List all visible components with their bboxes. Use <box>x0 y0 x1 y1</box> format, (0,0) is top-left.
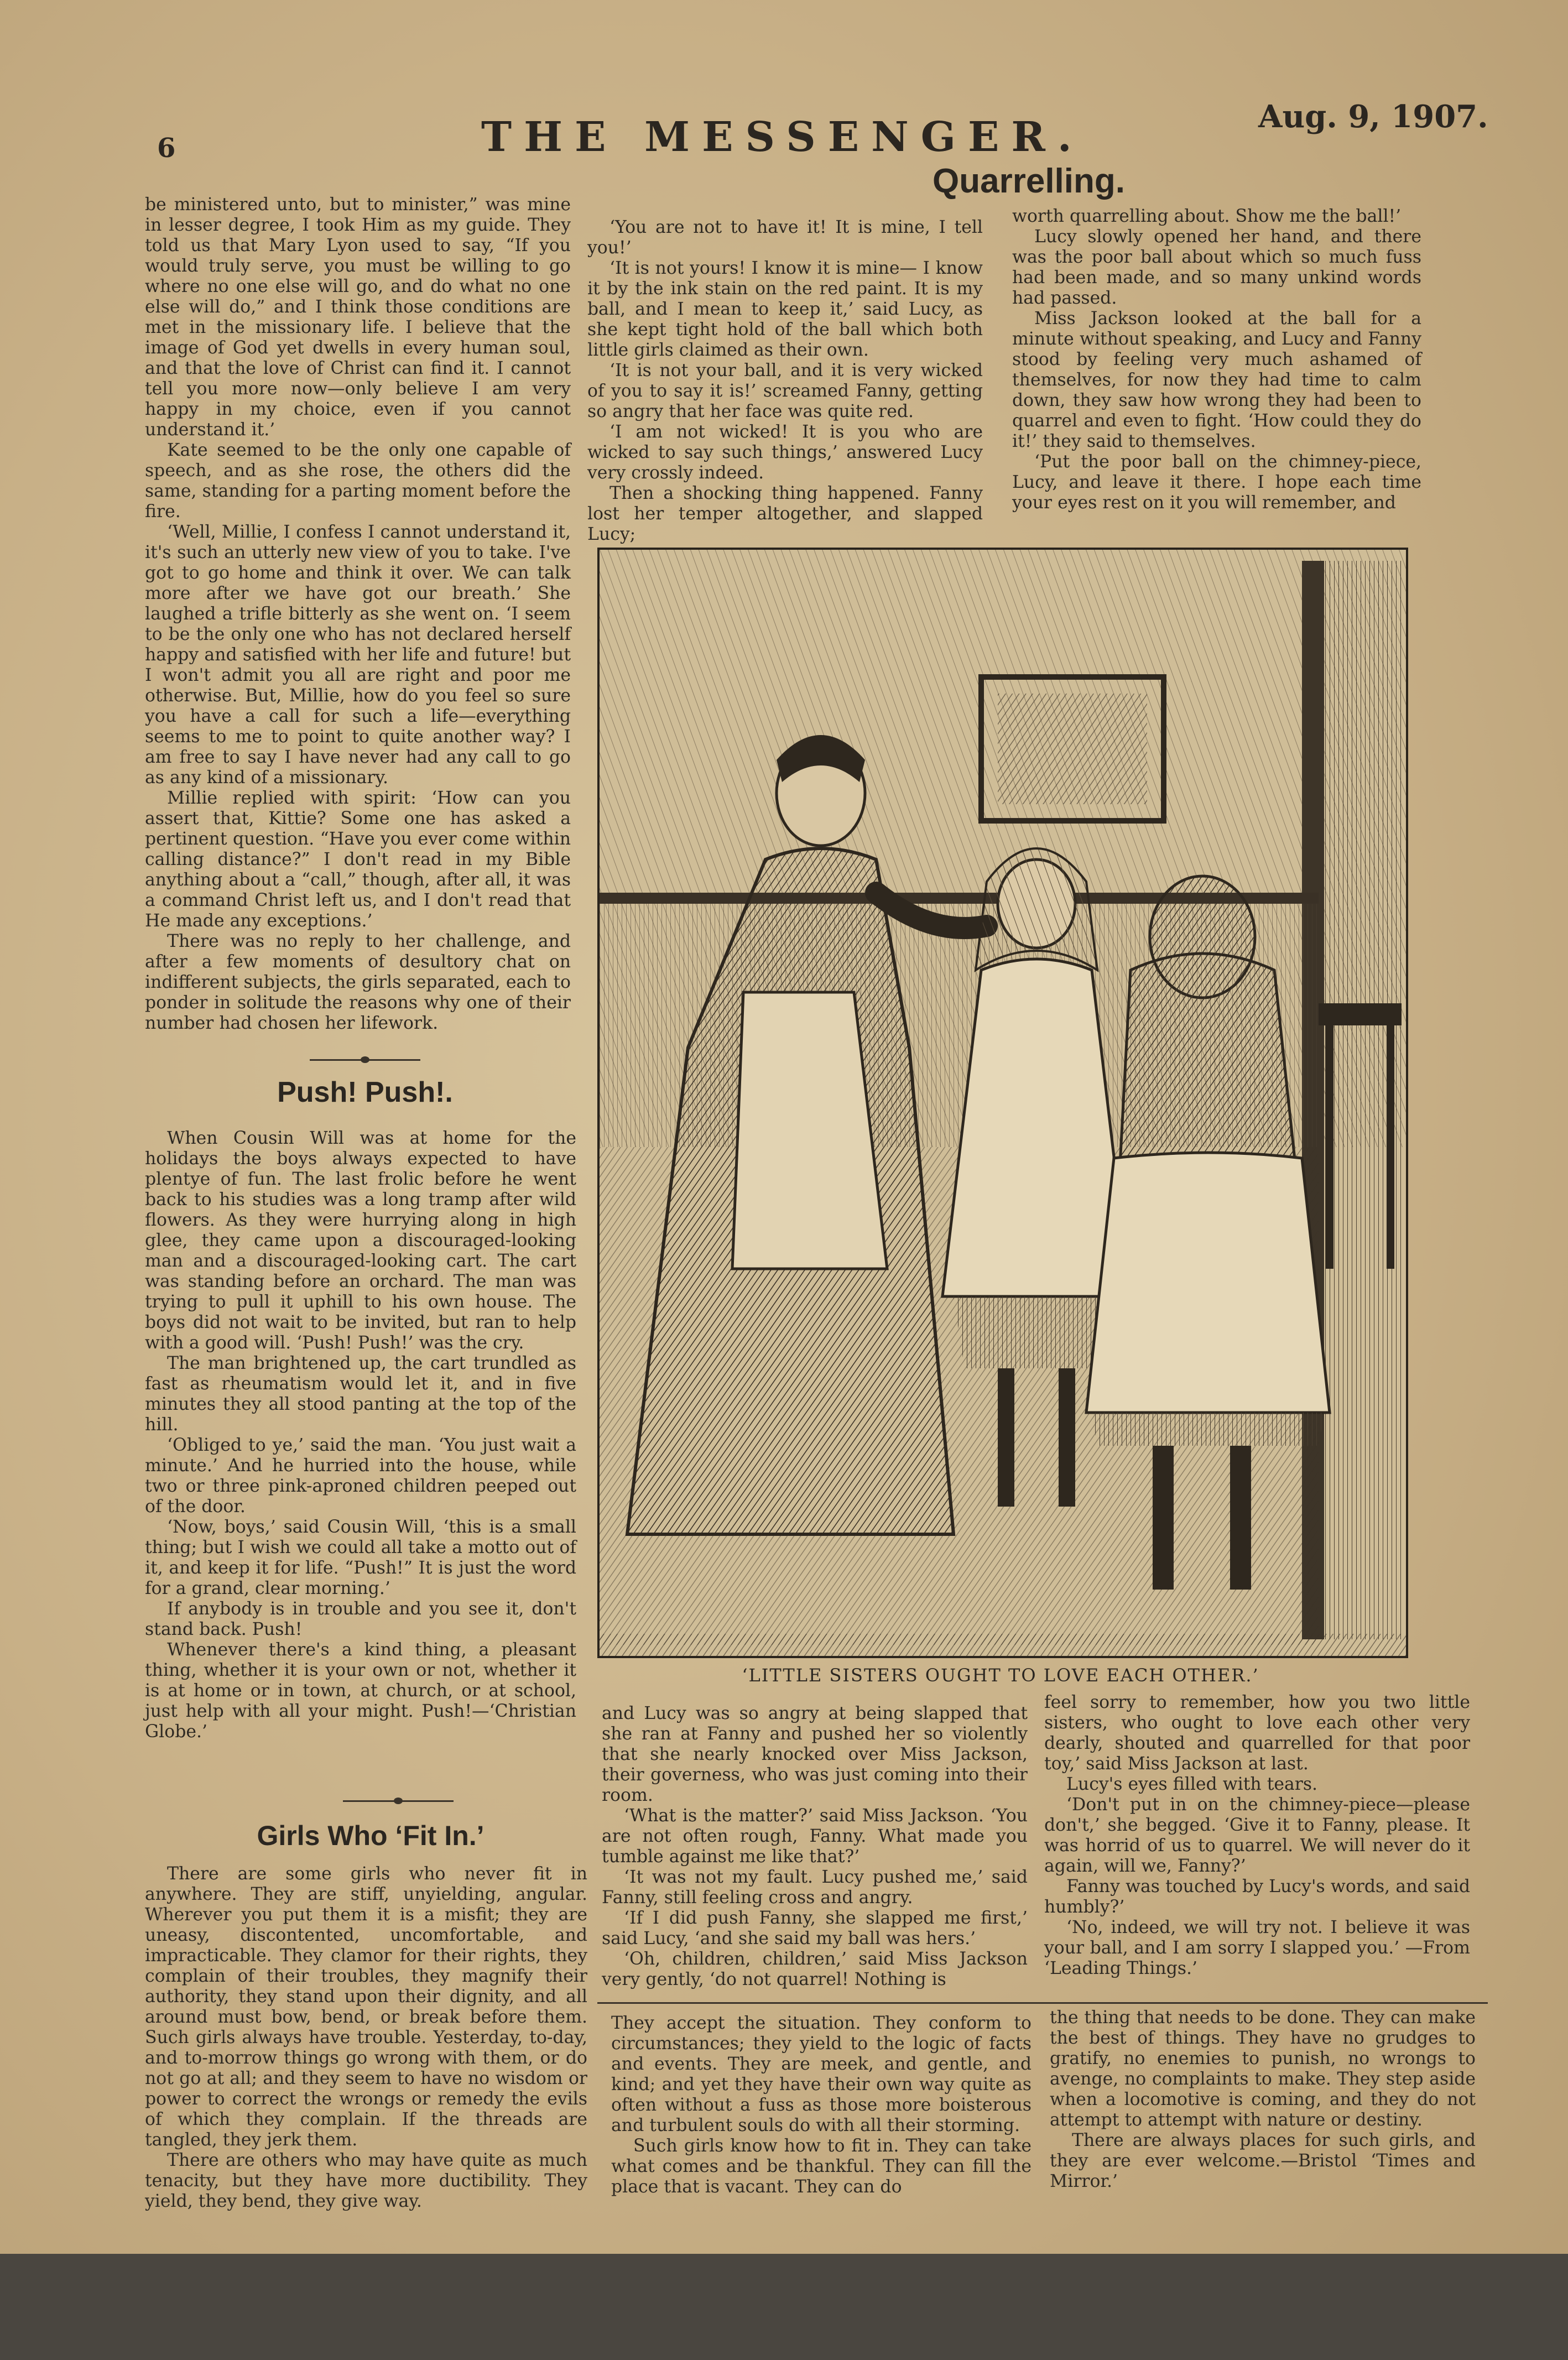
quarrelling-col3-bottom <box>1044 1692 1470 1979</box>
paragraph: There are always places for such girls, and they are ever welcome.—Bristol ‘Times and Mirror.’ <box>1050 2130 1476 2191</box>
paragraph: ‘You are not to have it! It is mine, I tell you!’ <box>587 217 983 258</box>
engraving-artwork <box>600 550 1406 1656</box>
paragraph: When Cousin Will was at home for the holidays the boys always expected to have plentye of fun. The last frolic before he went back to his studies was a long tramp after wild flowers. As they were hurrying along in high glee, they came upon a discouraged-looking man and a discouraged-looking cart. The cart was standing before an orchard. The man was trying to pull it uphill to his own house. The boys did not wait to be invited, but ran to help with a good will. ‘Push! Push!’ was the cry. <box>145 1128 576 1353</box>
paragraph: ‘Now, boys,’ said Cousin Will, ‘this is a small thing; but I wish we could all take a motto out of it, and keep it for life. “Push!” It is just the word for a grand, clear morning.’ <box>145 1517 576 1598</box>
quarrelling-col3-top <box>1012 206 1421 513</box>
quarrelling-col2-top <box>587 217 983 545</box>
issue-date: Aug. 9, 1907. <box>1258 98 1488 135</box>
paragraph: ‘Put the poor ball on the chimney-piece, Lucy, and leave it there. I hope each time your eyes rest on it you will remember, and <box>1012 452 1421 513</box>
paragraph: be ministered unto, but to minister,” was mine in lesser degree, I took Him as my guide. They told us that Mary Lyon used to say, “If you would truly serve, you must be willing to go where no one else will go, and do what no one else will do,” and I think those conditions are met in the missionary life. I believe that the image of God yet dwells in every human soul, and that the love of Christ can find it. I cannot tell you more now—only believe I am very happy in my choice, even if you cannot understand it.’ <box>145 195 571 440</box>
push-article-title: Push! Push!. <box>277 1076 453 1108</box>
paragraph: ‘Obliged to ye,’ said the man. ‘You just wait a minute.’ And he hurried into the house, while two or three pink-aproned children peeped out of the door. <box>145 1435 576 1517</box>
missionary-article-continuation <box>145 195 571 1034</box>
paragraph: Whenever there's a kind thing, a pleasant thing, whether it is your own or not, whether it is at home or in town, at church, or at school, just help with all your might. Push!—‘Christian Globe.’ <box>145 1640 576 1742</box>
paragraph: The man brightened up, the cart trundled as fast as rheumatism would let it, and in five minutes they all stood panting at the top of the hill. <box>145 1353 576 1435</box>
paragraph: Millie replied with spirit: ‘How can you assert that, Kittie? Some one has asked a pertinent question. “Have you ever come within calling distance?” I don't read in my Bible anything about a “call,” though, after all, it was a command Christ left us, and I don't read that He made any exceptions.’ <box>145 788 571 931</box>
paragraph: ‘Oh, children, children,’ said Miss Jackson very gently, ‘do not quarrel! Nothing is <box>602 1949 1028 1989</box>
page-edge-shadow <box>0 2254 1568 2360</box>
section-divider <box>310 1059 420 1061</box>
paragraph: ‘What is the matter?’ said Miss Jackson. ‘You are not often rough, Fanny. What made you tumble against me like that?’ <box>602 1806 1028 1867</box>
paragraph: Miss Jackson looked at the ball for a minute without speaking, and Lucy and Fanny stood by feeling very much ashamed of themselves, for now they had time to calm down, they saw how wrong they had been to quarrel and even to fight. ‘How could they do it!’ they said to themselves. <box>1012 309 1421 451</box>
paragraph: ‘It is not your ball, and it is very wicked of you to say it is!’ screamed Fanny, getting so angry that her face was quite red. <box>587 361 983 421</box>
paragraph: Fanny was touched by Lucy's words, and said humbly?’ <box>1044 1877 1470 1917</box>
paragraph: the thing that needs to be done. They can make the best of things. They have no grudges to gratify, no enemies to punish, no wrongs to avenge, no complaints to make. They step aside when a locomotive is coming, and they do not attempt to attempt with nature or destiny. <box>1050 2008 1476 2130</box>
page-number: 6 <box>157 133 176 164</box>
paragraph: There are some girls who never fit in anywhere. They are stiff, unyielding, angular. Wherever you put them it is a misfit; they are uneasy, discontented, uncomfortable, and impracticable. They clamor for their rights, they complain of their troubles, they magnify their authority, they stand upon their dignity, and all around must bow, bend, or break before them. Such girls always have trouble. Yesterday, to-day, and to-morrow things go wrong with them, or do not go at all; and they seem to have no wisdom or power to correct the wrongs or remedy the evils of which they complain. If the threads are tangled, they jerk them. <box>145 1864 587 2150</box>
quarrelling-article-title: Quarrelling. <box>933 162 1125 200</box>
paragraph: ‘If I did push Fanny, she slapped me first,’ said Lucy, ‘and she said my ball was hers.’ <box>602 1908 1028 1949</box>
paragraph: ‘No, indeed, we will try not. I believe it was your ball, and I am sorry I slapped you.’ —From ‘Leading Things.’ <box>1044 1918 1470 1978</box>
paragraph: There are others who may have quite as much tenacity, but they have more ductibility. They yield, they bend, they give way. <box>145 2150 587 2211</box>
paragraph: ‘It is not yours! I know it is mine— I know it by the ink stain on the red paint. It is my ball, and I mean to keep it,’ said Lucy, as she kept tight hold of the ball which both little girls claimed as their own. <box>587 258 983 360</box>
paragraph: ‘I am not wicked! It is you who are wicked to say such things,’ answered Lucy very crossly indeed. <box>587 422 983 483</box>
paragraph: They accept the situation. They conform to circumstances; they yield to the logic of facts and events. They are meek, and gentle, and kind; and yet they have their own way quite as often without a fuss as those more boisterous and turbulent souls do with all their storming. <box>611 2013 1032 2135</box>
paragraph: worth quarrelling about. Show me the ball!’ <box>1012 206 1402 226</box>
paragraph: ‘Well, Millie, I confess I cannot understand it, it's such an utterly new view of you to take. I've got to go home and think it over. We can talk more after we have got our breath.’ She laughed a trifle bitterly as she went on. ‘I seem to be the only one who has not declared herself happy and satisfied with her life and future! but I won't admit you all are right and poor me otherwise. But, Millie, how do you feel so sure you have a call for such a life—everything seems to me to point to quite another way? I am free to say I have never had any call to go as any kind of a missionary. <box>145 522 571 788</box>
quarrelling-col2-bottom <box>602 1703 1028 1990</box>
girls-article-cont-col2 <box>611 2013 1032 2197</box>
push-article-body <box>145 1128 576 1742</box>
paragraph: Such girls know how to fit in. They can take what comes and be thankful. They can fill the place that is vacant. They can do <box>611 2136 1032 2197</box>
section-divider <box>343 1800 454 1802</box>
masthead: THE MESSENGER. <box>481 113 1084 161</box>
girls-article-title: Girls Who ‘Fit In.’ <box>257 1820 485 1851</box>
paragraph: and Lucy was so angry at being slapped that she ran at Fanny and pushed her so violently that she nearly knocked over Miss Jackson, their governess, who was just coming into their room. <box>602 1703 1028 1805</box>
paragraph: If anybody is in trouble and you see it, don't stand back. Push! <box>145 1599 576 1639</box>
illustration-sisters-engraving <box>597 548 1408 1658</box>
girls-article-body <box>145 1864 587 2212</box>
paragraph: Then a shocking thing happened. Fanny lost her temper altogether, and slapped Lucy; <box>587 483 983 544</box>
illustration-caption: ‘LITTLE SISTERS OUGHT TO LOVE EACH OTHER.’ <box>742 1665 1259 1686</box>
paragraph: ‘It was not my fault. Lucy pushed me,’ said Fanny, still feeling cross and angry. <box>602 1867 1028 1908</box>
paragraph: Lucy slowly opened her hand, and there was the poor ball about which so much fuss had been made, and so many unkind words had passed. <box>1012 227 1421 308</box>
girls-article-cont-col3 <box>1050 2008 1476 2192</box>
paragraph: ‘Don't put in on the chimney-piece—please don't,’ she begged. ‘Give it to Fanny, please. It was horrid of us to quarrel. We will never do it again, will we, Fanny?’ <box>1044 1795 1470 1876</box>
paragraph: There was no reply to her challenge, and after a few moments of desultory chat on indifferent subjects, the girls separated, each to ponder in solitude the reasons why one of their number had chosen her lifework. <box>145 931 571 1033</box>
column-rule <box>597 2002 1488 2004</box>
paragraph: Lucy's eyes filled with tears. <box>1066 1774 1318 1794</box>
paragraph: feel sorry to remember, how you two little sisters, who ought to love each other very dearly, shouted and quarrelled for that poor toy,’ said Miss Jackson at last. <box>1044 1692 1470 1774</box>
paragraph: Kate seemed to be the only one capable of speech, and as she rose, the others did the same, standing for a parting moment before the fire. <box>145 440 571 522</box>
